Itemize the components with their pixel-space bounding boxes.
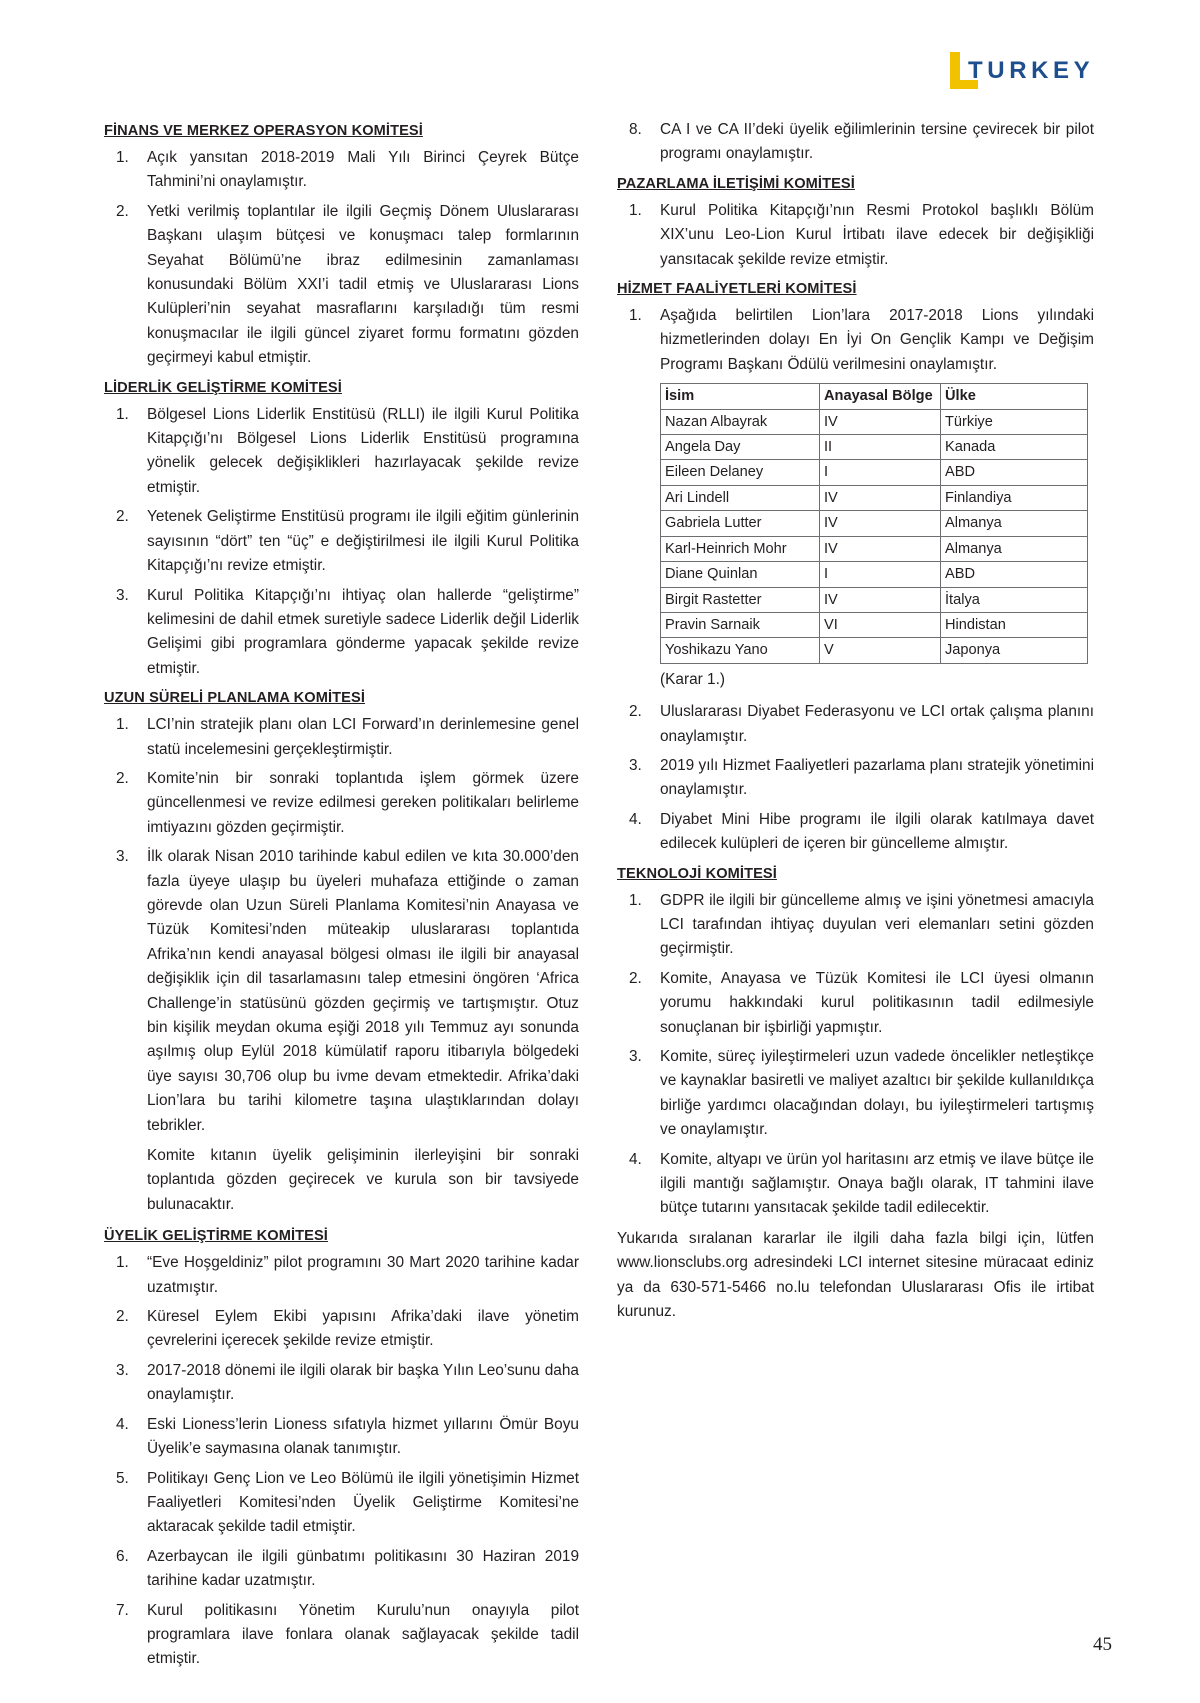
table-row [661, 409, 1088, 434]
cell-name: Birgit Rastetter [661, 587, 820, 612]
item-text: Eski Lioness’lerin Lioness sıfatıyla hizmet yıllarını Ömür Boyu Üyelik’e saymasına olanak tanımıştır. [147, 1415, 579, 1458]
table-row [661, 536, 1088, 561]
item-text: 2019 yılı Hizmet Faaliyetleri pazarlama planı stratejik yönetimini onaylamıştır. [660, 756, 1094, 799]
table-row [661, 612, 1088, 637]
item-number: 3. [116, 1361, 129, 1379]
liderlik-list [104, 403, 579, 681]
item-number: 1. [116, 149, 129, 166]
cell-region: IV [820, 536, 941, 561]
list-item [104, 505, 579, 578]
award-table [660, 383, 1088, 663]
cell-region: V [820, 638, 941, 663]
cell-country: Japonya [941, 638, 1088, 663]
item-number: 8. [629, 121, 642, 138]
teknoloji-list [617, 889, 1094, 1221]
item-number: 2. [116, 769, 129, 787]
list-item [617, 808, 1094, 857]
right-column [617, 118, 1094, 1328]
column-header-region: Anayasal Bölge [820, 384, 941, 409]
item-number: 1. [116, 1254, 129, 1272]
cell-country: Türkiye [941, 409, 1088, 434]
list-item [104, 713, 579, 762]
item-text: Kurul Politika Kitapçığı’nın Resmi Protokol başlıklı Bölüm XIX’unu Leo-Lion Kurul İrtibatı ilave edecek bir değişikliği yansıtacak şekilde revize etmiştir. [660, 201, 1094, 268]
table-row [661, 587, 1088, 612]
item-number: 4. [116, 1415, 129, 1433]
section-heading-liderlik: LİDERLİK GELİŞTİRME KOMİTESİ [104, 379, 342, 396]
cell-name: Yoshikazu Yano [661, 638, 820, 663]
logo-text: TURKEY [968, 57, 1095, 84]
item-text: Komite, süreç iyileştirmeleri uzun vadede öncelikler netleştikçe ve kaynaklar basiretli ve maliyet azaltıcı bir şekilde kullanıldıkça birliğe yardımcı olacağından dolayı, bu iyileştirmeleri tartışmış ve onaylamıştır. [660, 1048, 1094, 1139]
list-item [104, 1545, 579, 1594]
item-text: İlk olarak Nisan 2010 tarihinde kabul edilen ve kıta 30.000’den fazla üyeye ulaşıp bu üyeleri muhafaza ettiğinde o zaman görevde olan Uzun Süreli Planlama Komitesi’nin Anayasa ve Tüzük Komitesi’nden müteakip uluslararası toplantıda Afrika’nın kendi anayasal bölgesi olması ile ilgili bir anayasal değişiklik için dil tasarlamasını talep etmesini öngören ‘Africa Challenge’in statüsünü gözden geçirmiş ve tartışmıştır. Otuz bin kişilik meydan okuma eşiği 2018 yılı Temmuz ayı sonunda aşılmış olup Eylül 2018 kümülatif raporu itibarıyla bölgedeki üye sayısı 30,706 olup bu ivme devam etmektedir. Afrika’daki Lion’lara bu tarihi kilometre taşına ulaştıklarından dolayı tebrikler. [147, 848, 579, 1134]
uyelik-list [104, 1251, 579, 1672]
item-number: 3. [116, 848, 129, 866]
item-number: 3. [629, 756, 642, 774]
item-number: 4. [629, 1150, 642, 1168]
cell-country: Almanya [941, 536, 1088, 561]
cell-country: Hindistan [941, 612, 1088, 637]
item-text: Uluslararası Diyabet Federasyonu ve LCI ortak çalışma planını onaylamıştır. [660, 703, 1094, 745]
uzun-list [104, 713, 579, 1138]
list-item [104, 767, 579, 840]
table-row [661, 435, 1088, 460]
turkey-logo [948, 52, 1098, 92]
item-text: Açık yansıtan 2018-2019 Mali Yılı Birinci Çeyrek Bütçe Tahmini’ni onaylamıştır. [147, 149, 579, 191]
item-number: 1. [116, 716, 129, 734]
section-heading-uzun: UZUN SÜRELİ PLANLAMA KOMİTESİ [104, 690, 365, 707]
table-row [661, 485, 1088, 510]
item-number: 3. [116, 586, 129, 604]
list-item [617, 199, 1094, 272]
list-item [104, 1305, 579, 1354]
item-number: 2. [629, 703, 642, 721]
item-text: Kurul politikasını Yönetim Kurulu’nun onayıyla pilot programlara ilave fonlara olanak sağlayacak şekilde tadil etmiştir. [147, 1601, 579, 1668]
list-item [617, 1045, 1094, 1143]
item-text: Komite’nin bir sonraki toplantıda işlem görmek üzere güncellenmesi ve revize edilmesi gereken politikaları belirleme imtiyazını gözden geçirmiştir. [147, 769, 579, 836]
list-item [104, 146, 579, 195]
item-text: Komite, Anayasa ve Tüzük Komitesi ile LCI üyesi olmanın yorumu hakkındaki kurul politikasının tadil edilmesiyle sonuçlanan bir işbirliği yapmıştır. [660, 969, 1094, 1036]
item-text: Yetki verilmiş toplantılar ile ilgili Geçmiş Dönem Uluslararası Başkanı ulaşım bütçesi ve konuşmacı talep formlarının Seyahat Bölümü’ne ibraz edilmesinin zamanlaması konusundaki Bölüm XXI’i tadil etmiş ve Uluslararası Lions Kulüpleri’nin seyahat masraflarını karşıladığı tüm resmi konuşmacılar ile ilgili güncel ziyaret formu formatını gözden geçirmeyi kabul etmiştir. [147, 202, 579, 367]
item-number: 1. [629, 307, 642, 325]
page-number: 45 [1093, 1634, 1112, 1655]
cell-country: Kanada [941, 435, 1088, 460]
list-item [617, 1148, 1094, 1221]
table-header-row [661, 384, 1088, 409]
item-text: LCI’nin stratejik planı olan LCI Forward’ın derinlemesine genel statü incelemesini gerçekleştirmiştir. [147, 716, 579, 758]
item-number: 1. [629, 891, 642, 909]
cell-region: I [820, 562, 941, 587]
item-number: 2. [629, 969, 642, 987]
pazarlama-list [617, 199, 1094, 272]
resolution-note: (Karar 1.) [660, 670, 725, 688]
list-item [617, 889, 1094, 962]
list-item [617, 118, 1094, 167]
table-row [661, 638, 1088, 663]
list-item [104, 403, 579, 501]
item-number: 2. [116, 1308, 129, 1326]
item-text: Politikayı Genç Lion ve Leo Bölümü ile ilgili yönetişimin Hizmet Faaliyetleri Komitesi’nden Üyelik Geliştirme Komitesi’ne aktaracak şekilde tadil etmiştir. [147, 1469, 579, 1536]
uzun-paragraph: Komite kıtanın üyelik gelişiminin ilerleyişini bir sonraki toplantıda gözden geçirecek ve kurula son bir tavsiyede bulunacaktır. [147, 1147, 579, 1213]
cell-name: Nazan Albayrak [661, 409, 820, 434]
item-number: 2. [116, 508, 129, 526]
list-item [104, 1251, 579, 1300]
list-item [617, 754, 1094, 803]
cell-name: Eileen Delaney [661, 460, 820, 485]
list-item [104, 1359, 579, 1408]
cell-country: Almanya [941, 511, 1088, 536]
column-header-country: Ülke [941, 384, 1088, 409]
item-number: 4. [629, 810, 642, 828]
cell-name: Angela Day [661, 435, 820, 460]
list-item [617, 304, 1094, 377]
item-text: Azerbaycan ile ilgili günbatımı politikasını 30 Haziran 2019 tarihine kadar uzatmıştır. [147, 1547, 579, 1590]
closing-paragraph: Yukarıda sıralanan kararlar ile ilgili daha fazla bilgi için, lütfen www.lionsclubs.org adresindeki LCI internet sitesine müracaat ediniz ya da 630-571-5466 no.lu telefondan Uluslararası Ofis ile irtibat kurunuz. [617, 1229, 1094, 1321]
cell-region: IV [820, 511, 941, 536]
section-heading-pazarlama: PAZARLAMA İLETİŞİMİ KOMİTESİ [617, 175, 855, 192]
finans-list [104, 146, 579, 371]
uyelik-continued-list [617, 118, 1094, 167]
cell-name: Pravin Sarnaik [661, 612, 820, 637]
item-text: Bölgesel Lions Liderlik Enstitüsü (RLLI) ile ilgili Kurul Politika Kitapçığı’nı Bölgesel Lions Liderlik Enstitüsü programına yönelik gelecek değişiklikleri hazırlayacak şekilde revize etmiştir. [147, 405, 579, 496]
item-text: CA I ve CA II’deki üyelik eğilimlerinin tersine çevirecek bir pilot programı onaylamıştır. [660, 121, 1094, 163]
item-number: 6. [116, 1547, 129, 1565]
table-row [661, 562, 1088, 587]
cell-region: VI [820, 612, 941, 637]
list-item [104, 584, 579, 682]
item-text: Aşağıda belirtilen Lion’lara 2017-2018 Lions yılındaki hizmetlerinden dolayı En İyi On Gençlik Kampı ve Değişim Programı Başkanı Ödülü verilmesini onaylamıştır. [660, 307, 1094, 373]
list-item [617, 700, 1094, 749]
section-heading-finans: FİNANS VE MERKEZ OPERASYON KOMİTESİ [104, 123, 423, 139]
item-text: “Eve Hoşgeldiniz” pilot programını 30 Mart 2020 tarihine kadar uzatmıştır. [147, 1254, 579, 1296]
hizmet-list-continued [617, 700, 1094, 856]
cell-region: IV [820, 409, 941, 434]
item-number: 7. [116, 1601, 129, 1619]
cell-region: II [820, 435, 941, 460]
cell-name: Gabriela Lutter [661, 511, 820, 536]
section-heading-uyelik: ÜYELİK GELİŞTİRME KOMİTESİ [104, 1228, 328, 1245]
cell-country: ABD [941, 460, 1088, 485]
item-number: 2. [116, 202, 129, 220]
item-text: Diyabet Mini Hibe programı ile ilgili olarak katılmaya davet edilecek kulüpleri de içeren bir güncelleme almıştır. [660, 810, 1094, 853]
item-text: Komite, altyapı ve ürün yol haritasını arz etmiş ve ilave bütçe ile ilgili mantığı sağlamıştır. Onaya bağlı olarak, IT tahmini ilave bütçe tutarını yansıtacak şekilde tadil edilecektir. [660, 1150, 1094, 1217]
section-heading-teknoloji: TEKNOLOJİ KOMİTESİ [617, 865, 777, 882]
column-header-name: İsim [661, 384, 820, 409]
table-row [661, 511, 1088, 536]
item-text: 2017-2018 dönemi ile ilgili olarak bir başka Yılın Leo’sunu daha onaylamıştır. [147, 1361, 579, 1404]
item-text: Kurul Politika Kitapçığı’nı ihtiyaç olan hallerde “geliştirme” kelimesini de dahil etmek suretiyle sadece Liderlik değil Liderlik Gelişimi gibi programlara gönderme yapacak şekilde revize etmiştir. [147, 586, 579, 677]
table-row [661, 460, 1088, 485]
list-item [617, 967, 1094, 1040]
item-number: 1. [116, 405, 129, 423]
cell-region: I [820, 460, 941, 485]
cell-name: Diane Quinlan [661, 562, 820, 587]
cell-region: IV [820, 587, 941, 612]
list-item [104, 845, 579, 1138]
cell-country: İtalya [941, 587, 1088, 612]
list-item [104, 200, 579, 371]
section-heading-hizmet: HİZMET FAALİYETLERİ KOMİTESİ [617, 281, 857, 298]
item-text: Yetenek Geliştirme Enstitüsü programı ile ilgili eğitim günlerinin sayısının “dört” ten “üç” e değiştirilmesi ile ilgili Kurul Politika Kitapçığı’nı revize etmiştir. [147, 508, 579, 575]
item-text: Küresel Eylem Ekibi yapısını Afrika’daki ilave yönetim çevrelerini içerecek şekilde revize etmiştir. [147, 1308, 579, 1350]
cell-country: ABD [941, 562, 1088, 587]
item-number: 5. [116, 1469, 129, 1487]
cell-country: Finlandiya [941, 485, 1088, 510]
item-text: GDPR ile ilgili bir güncelleme almış ve işini yönetmesi amacıyla LCI tarafından ihtiyaç duyulan veri elemanları setini gözden geçirmiştir. [660, 891, 1094, 958]
item-number: 3. [629, 1048, 642, 1065]
list-item [104, 1599, 579, 1672]
item-number: 1. [629, 201, 642, 219]
cell-region: IV [820, 485, 941, 510]
list-item [104, 1467, 579, 1540]
cell-name: Karl-Heinrich Mohr [661, 536, 820, 561]
left-column [104, 118, 579, 1678]
cell-name: Ari Lindell [661, 485, 820, 510]
hizmet-list [617, 304, 1094, 377]
list-item [104, 1413, 579, 1462]
